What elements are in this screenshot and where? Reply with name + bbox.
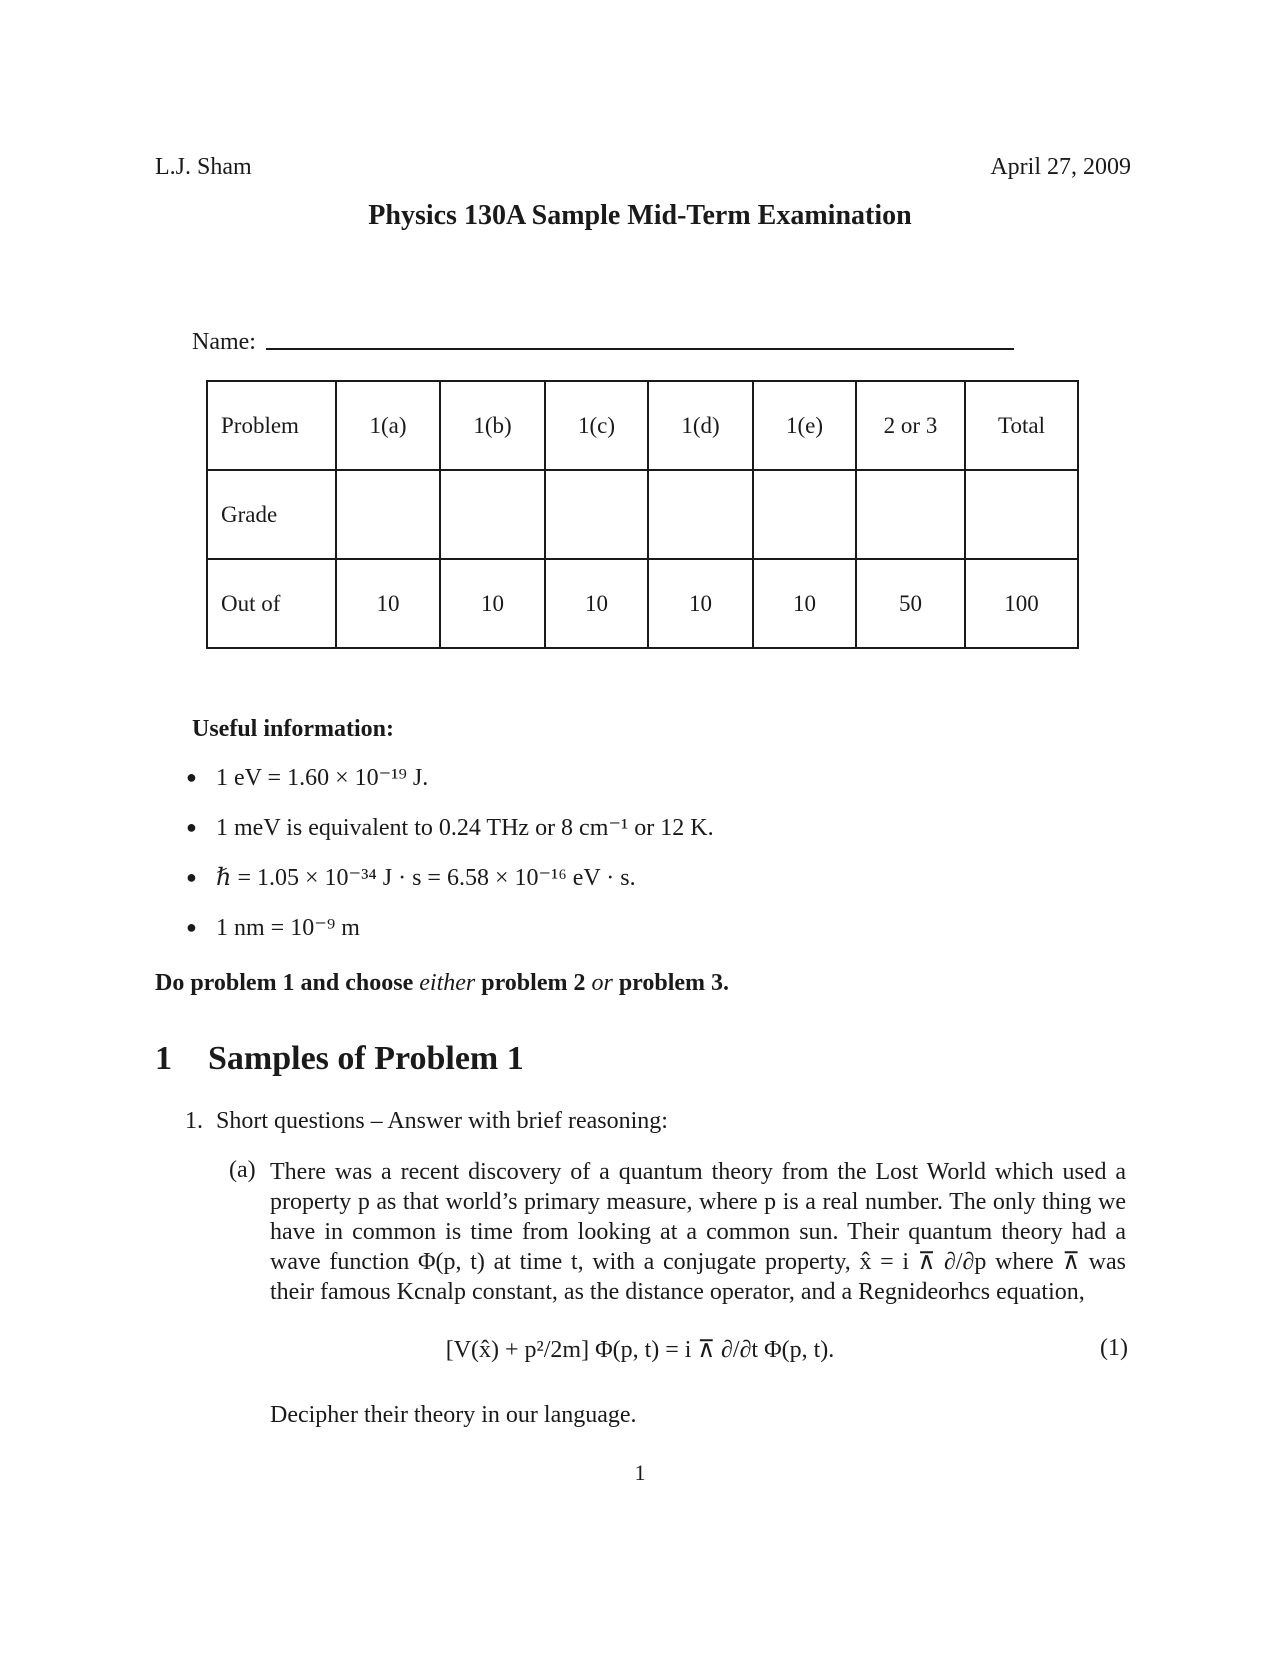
name-label: Name: (192, 329, 256, 355)
info-item-text: 1 eV = 1.60 × 10⁻¹⁹ J. (216, 765, 429, 791)
max-points-cell: 10 (753, 559, 856, 648)
grade-cell[interactable] (440, 470, 545, 559)
max-points-cell: 10 (336, 559, 440, 648)
table-header-cell: 1(c) (545, 381, 648, 470)
max-points-cell: 10 (440, 559, 545, 648)
instruction (155, 970, 729, 997)
exam-title: Physics 130A Sample Mid-Term Examination (368, 200, 912, 231)
useful-info-heading: Useful information: (192, 716, 394, 742)
bullet-icon: ● (186, 867, 197, 887)
instruction-text: Do problem 1 and choose (155, 970, 420, 996)
list-item (186, 912, 714, 962)
list-item (186, 762, 714, 812)
grade-cell[interactable] (336, 470, 440, 559)
grade-cell[interactable] (856, 470, 965, 559)
name-line[interactable] (266, 348, 1014, 350)
table-header-cell: 1(a) (336, 381, 440, 470)
max-points-cell: 100 (965, 559, 1078, 648)
question-text: Short questions – Answer with brief reasoning: (216, 1108, 668, 1134)
date: April 27, 2009 (990, 154, 1131, 180)
bullet-icon: ● (186, 817, 197, 837)
instruction-emphasis: or (591, 970, 613, 996)
grade-cell[interactable] (965, 470, 1078, 559)
info-item-text: 1 nm = 10⁻⁹ m (216, 915, 360, 941)
author: L.J. Sham (155, 154, 252, 180)
grade-cell[interactable] (545, 470, 648, 559)
table-row-out-of (207, 559, 1078, 648)
table-header-cell: 2 or 3 (856, 381, 965, 470)
table-row-grade (207, 470, 1078, 559)
table-header-cell: Total (965, 381, 1078, 470)
list-item (186, 812, 714, 862)
useful-info-list (186, 762, 714, 962)
section-title: Samples of Problem 1 (208, 1040, 524, 1077)
max-points-cell: 50 (856, 559, 965, 648)
equation: [V(x̂) + p²/2m] Φ(p, t) = i ⊼ ∂/∂t Φ(p, t). (445, 1337, 835, 1363)
page-number: 1 (634, 1460, 646, 1485)
list-item (186, 862, 714, 912)
question-number: 1. (185, 1108, 203, 1134)
grade-cell[interactable] (648, 470, 753, 559)
max-points-cell: 10 (648, 559, 753, 648)
grade-table (206, 380, 1079, 649)
decipher-text: Decipher their theory in our language. (270, 1402, 637, 1428)
bullet-icon: ● (186, 917, 197, 937)
section-number: 1 (155, 1040, 172, 1077)
part-a-text: There was a recent discovery of a quantum theory from the Lost World which used a property p as that world’s primary measure, where p is a real number. The only thing we have in common is time from looking at a common sun. Their quantum theory had a wave function Φ(p, t) at time t, with a conjugate property, x̂ = i ⊼ ∂/∂p where ⊼ was their famous Kcnalp constant, as the distance operator, and a Regnideorhcs equation, (270, 1159, 1126, 1305)
table-row-label: Out of (207, 559, 336, 648)
info-item-text: ℏ = 1.05 × 10⁻³⁴ J · s = 6.58 × 10⁻¹⁶ eV · s. (216, 865, 636, 891)
table-row-label: Grade (207, 470, 336, 559)
info-item-text: 1 meV is equivalent to 0.24 THz or 8 cm⁻¹ or 12 K. (216, 815, 714, 841)
max-points-cell: 10 (545, 559, 648, 648)
equation-number: (1) (1100, 1335, 1128, 1361)
table-header-cell: 1(b) (440, 381, 545, 470)
table-header-cell: 1(d) (648, 381, 753, 470)
table-row-problem (207, 381, 1078, 470)
table-header-cell: 1(e) (753, 381, 856, 470)
grade-cell[interactable] (753, 470, 856, 559)
bullet-icon: ● (186, 767, 197, 787)
part-label: (a) (229, 1157, 256, 1183)
instruction-text: problem 3. (612, 970, 730, 996)
table-header-cell: Problem (207, 381, 336, 470)
instruction-text: problem 2 (475, 970, 592, 996)
instruction-emphasis: either (419, 970, 476, 996)
